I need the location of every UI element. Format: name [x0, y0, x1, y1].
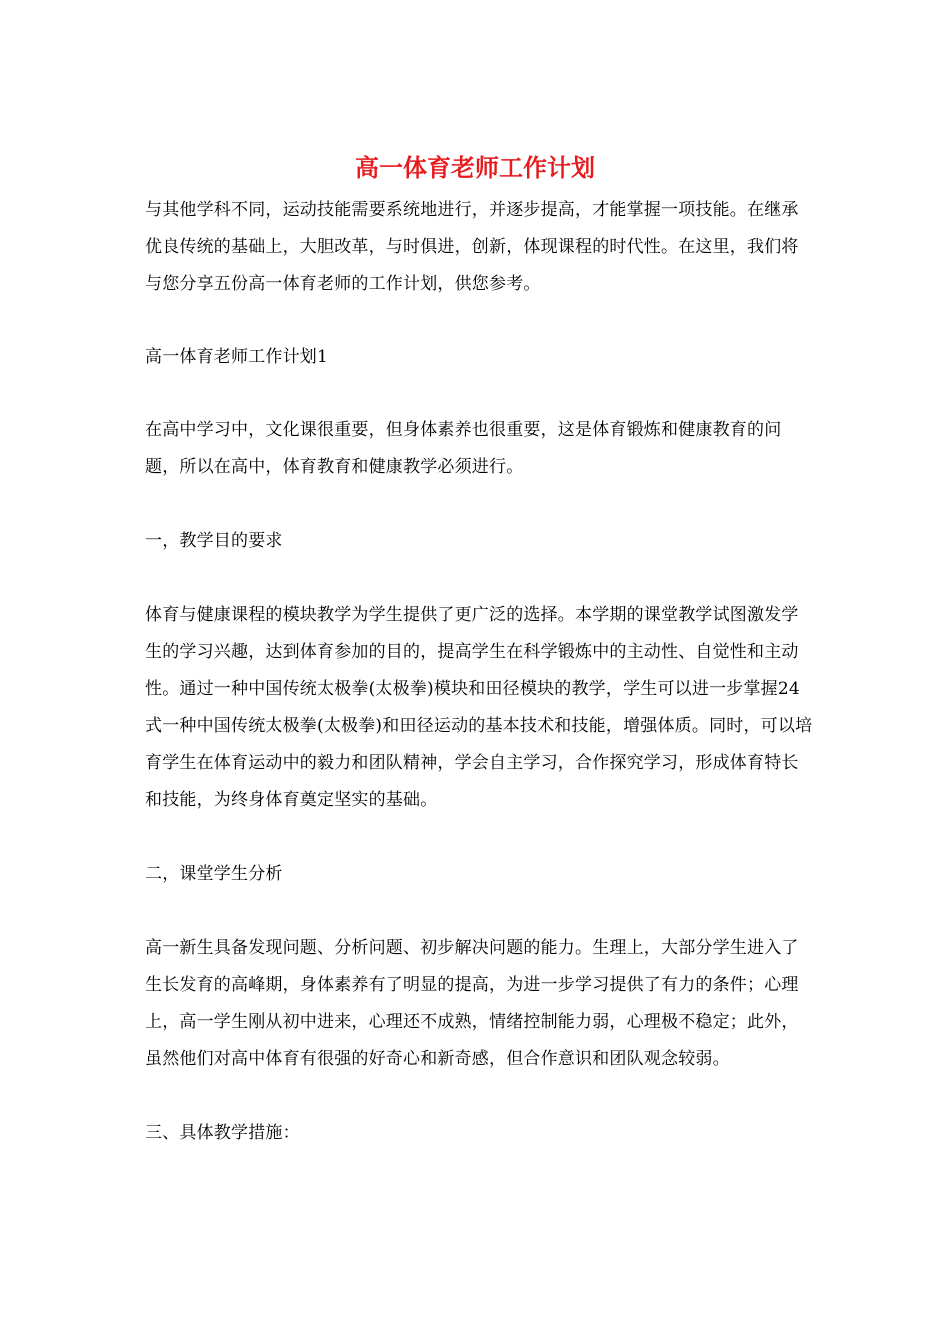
section-heading-plan-1: 高一体育老师工作计划1: [145, 347, 329, 367]
heading-teaching-measures: 三、具体教学措施：: [145, 1123, 300, 1143]
intro-paragraph: 与其他学科不同，运动技能需要系统地进行，并逐步提高，才能掌握一项技能。在继承优良传统的基础上，大胆改革，与时俱进，创新，体现课程的时代性。在这里，我们将与您分享五份高一体育老师的工作计划，供您参考。: [145, 200, 799, 294]
document-body: [145, 192, 813, 1152]
heading-student-analysis: 二，课堂学生分析: [145, 864, 283, 884]
heading-teaching-goals: 一，教学目的要求: [145, 531, 283, 551]
plan-intro-paragraph: 在高中学习中，文化课很重要，但身体素养也很重要，这是体育锻炼和健康教育的问题，所以在高中，体育教育和健康教学必须进行。: [145, 420, 782, 477]
document-title: 高一体育老师工作计划: [355, 153, 595, 182]
student-analysis-paragraph: 高一新生具备发现问题、分析问题、初步解决问题的能力。生理上，大部分学生进入了生长发育的高峰期，身体素养有了明显的提高，为进一步学习提供了有力的条件；心理上，高一学生刚从初中进来，心理还不成熟，情绪控制能力弱，心理极不稳定；此外，虽然他们对高中体育有很强的好奇心和新奇感，但合作意识和团队观念较弱。: [145, 938, 799, 1069]
teaching-goals-paragraph: 体育与健康课程的模块教学为学生提供了更广泛的选择。本学期的课堂教学试图激发学生的学习兴趣，达到体育参加的目的，提高学生在科学锻炼中的主动性、自觉性和主动性。通过一种中国传统太极拳(太极拳)模块和田径模块的教学，学生可以进一步掌握24式一种中国传统太极拳(太极拳)和田径运动的基本技术和技能，增强体质。同时，可以培育学生在体育运动中的毅力和团队精神，学会自主学习，合作探究学习，形成体育特长和技能，为终身体育奠定坚实的基础。: [145, 605, 813, 810]
